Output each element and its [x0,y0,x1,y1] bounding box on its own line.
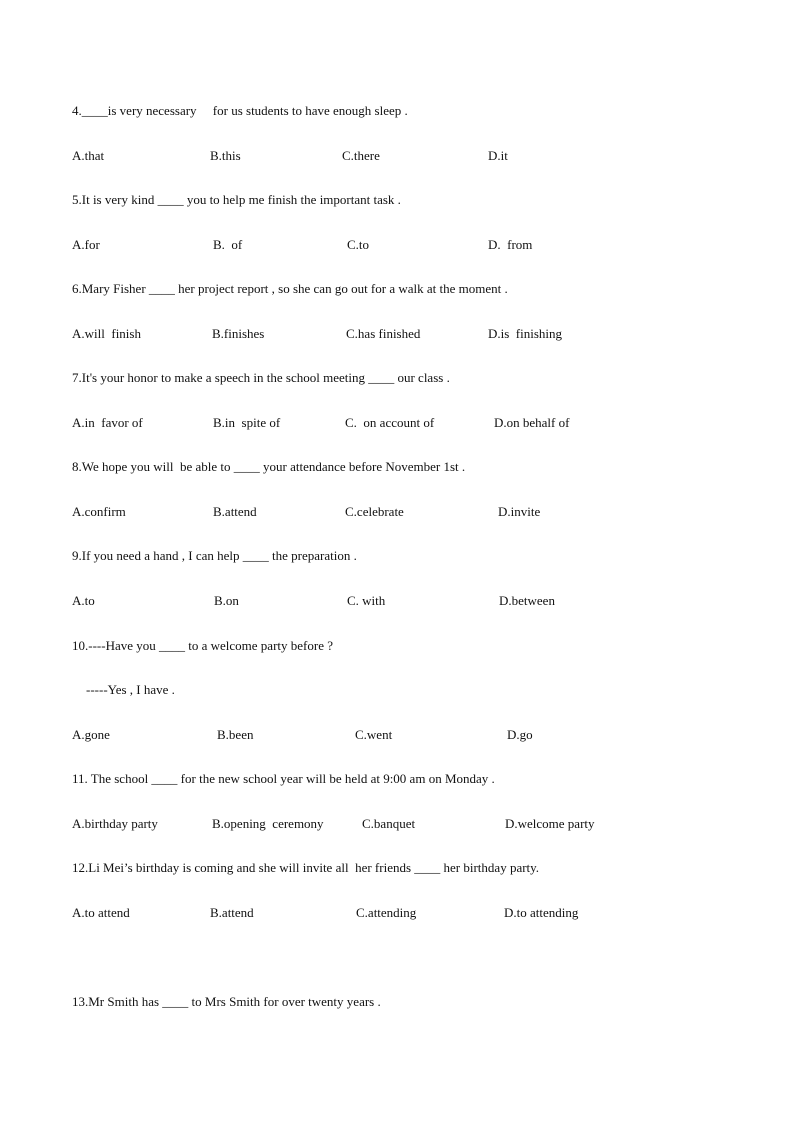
question-stem: 11. The school ____ for the new school year will be held at 9:00 am on Monday . [72,771,495,786]
option-c: C.to [347,237,370,252]
option-b: B.attend [210,905,254,920]
option-b: B.finishes [212,326,265,341]
option-b: B. of [213,237,243,252]
option-d: D.invite [498,504,541,519]
question-stem: 5.It is very kind ____ you to help me finish the important task . [72,192,401,207]
option-a: A.for [72,237,100,252]
option-a: A.gone [72,727,110,742]
option-b: B.in spite of [213,415,281,430]
option-a: A.to [72,593,95,608]
dialogue-reply: -----Yes , I have . [86,682,175,697]
option-c: C.banquet [362,816,416,831]
option-d: D.is finishing [488,326,563,341]
option-a: A.birthday party [72,816,158,831]
option-b: B.opening ceremony [212,816,324,831]
option-c: C. on account of [345,415,435,430]
question-stem: 12.Li Mei’s birthday is coming and she will invite all her friends ____ her birthday party. [72,860,540,875]
option-c: C. with [347,593,386,608]
option-a: A.will finish [72,326,141,341]
option-c: C.celebrate [345,504,404,519]
option-d: D.it [488,148,508,163]
option-d: D. from [488,237,533,252]
option-d: D.go [507,727,533,742]
question-stem: 7.It's your honor to make a speech in the school meeting ____ our class . [72,370,450,385]
option-a: A.in favor of [72,415,143,430]
option-b: B.on [214,593,239,608]
option-d: D.welcome party [505,816,595,831]
option-d: D.to attending [504,905,579,920]
option-b: B.attend [213,504,257,519]
option-a: A.confirm [72,504,126,519]
option-b: B.been [217,727,254,742]
option-d: D.on behalf of [494,415,570,430]
question-stem: 6.Mary Fisher ____ her project report , so she can go out for a walk at the moment . [72,281,508,296]
option-c: C.attending [356,905,417,920]
option-c: C.has finished [346,326,421,341]
question-stem: 8.We hope you will be able to ____ your attendance before November 1st . [72,459,466,474]
option-a: A.to attend [72,905,130,920]
question-stem: 9.If you need a hand , I can help ____ the preparation . [72,548,357,563]
question-stem: 10.----Have you ____ to a welcome party before ? [72,638,333,653]
question-stem: 13.Mr Smith has ____ to Mrs Smith for over twenty years . [72,994,381,1009]
option-c: C.there [342,148,380,163]
option-b: B.this [210,148,241,163]
question-stem: 4.____is very necessary for us students to have enough sleep . [72,103,408,118]
option-c: C.went [355,727,393,742]
option-d: D.between [499,593,555,608]
option-a: A.that [72,148,105,163]
